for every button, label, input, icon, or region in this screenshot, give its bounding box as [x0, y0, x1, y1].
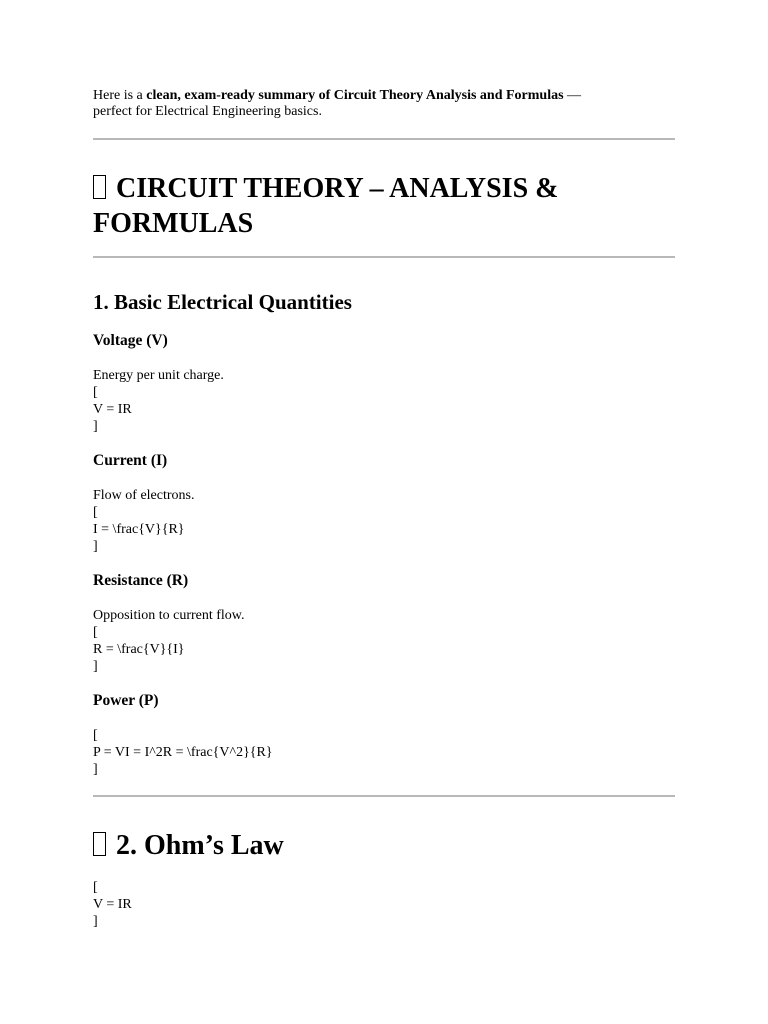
resistance-formula: R = \frac{V}{I} — [93, 642, 185, 657]
divider — [93, 795, 675, 797]
divider — [93, 256, 675, 258]
section2-heading: 2. Ohm’s Law — [116, 830, 284, 861]
intro-suffix: — — [563, 88, 582, 103]
current-block — [93, 487, 675, 555]
formula-open-bracket: [ — [93, 728, 98, 743]
section-title — [93, 828, 675, 863]
power-formula: P = VI = I^2R = \frac{V^2}{R} — [93, 745, 273, 760]
formula-close-bracket: ] — [93, 914, 98, 929]
ohms-law-formula: V = IR — [93, 897, 132, 912]
voltage-formula: V = IR — [93, 402, 132, 417]
current-formula: I = \frac{V}{R} — [93, 522, 185, 537]
resistance-description: Opposition to current flow. — [93, 608, 245, 623]
page-title — [93, 171, 675, 241]
subsection-heading: Resistance (R) — [93, 572, 189, 589]
formula-close-bracket: ] — [93, 762, 98, 777]
intro-bold: clean, exam-ready summary of Circuit Theory Analysis and Formulas — [146, 88, 564, 103]
formula-open-bracket: [ — [93, 625, 98, 640]
formula-close-bracket: ] — [93, 659, 98, 674]
current-description: Flow of electrons. — [93, 488, 195, 503]
voltage-block — [93, 367, 675, 435]
ohms-law-block — [93, 879, 675, 930]
title-line2: FORMULAS — [93, 208, 254, 239]
intro-line2: perfect for Electrical Engineering basics. — [93, 104, 322, 119]
power-block — [93, 727, 675, 778]
intro-paragraph — [93, 88, 675, 120]
section-heading: 1. Basic Electrical Quantities — [93, 290, 352, 314]
voltage-description: Energy per unit charge. — [93, 368, 224, 383]
title-line1: CIRCUIT THEORY – ANALYSIS & — [116, 173, 559, 204]
formula-close-bracket: ] — [93, 539, 98, 554]
resistance-block — [93, 607, 675, 675]
missing-emoji-icon — [93, 832, 106, 856]
divider — [93, 138, 675, 140]
formula-open-bracket: [ — [93, 385, 98, 400]
subsection-heading: Power (P) — [93, 692, 159, 709]
intro-prefix: Here is a — [93, 88, 147, 103]
subsection-heading: Voltage (V) — [93, 332, 168, 349]
formula-open-bracket: [ — [93, 505, 98, 520]
formula-open-bracket: [ — [93, 880, 98, 895]
subsection-heading: Current (I) — [93, 452, 168, 469]
missing-emoji-icon — [93, 175, 106, 199]
formula-close-bracket: ] — [93, 419, 98, 434]
